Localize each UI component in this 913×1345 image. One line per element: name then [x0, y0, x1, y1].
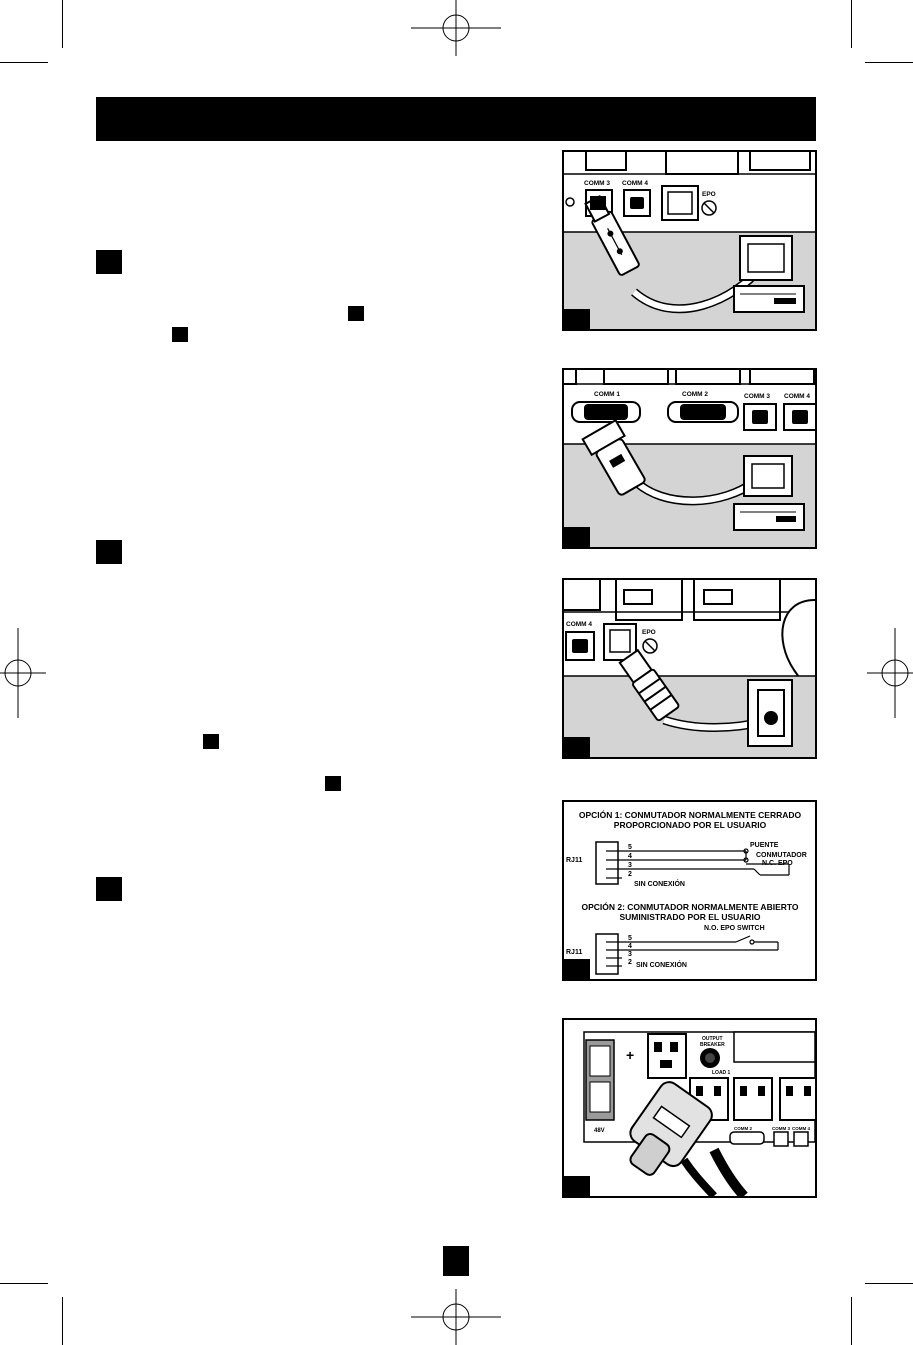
- figure-ref-marker: [348, 306, 364, 321]
- step-marker: [96, 540, 122, 564]
- page-number-box: [443, 1246, 469, 1276]
- figure-epo-connection: [562, 578, 817, 759]
- registration-mark-bottom: [411, 1289, 501, 1345]
- load-label: LOAD 1: [712, 1070, 731, 1076]
- no-connection-label: SIN CONEXIÓN: [636, 962, 687, 969]
- registration-mark-left: [0, 628, 46, 718]
- figure-epo-wiring-diagram: [562, 800, 817, 981]
- step-marker: [96, 877, 122, 901]
- svg-text:3: 3: [628, 862, 632, 869]
- epo-label: EPO: [642, 629, 656, 636]
- figure-ref-marker: [172, 327, 188, 342]
- output-breaker-label-line2: BREAKER: [700, 1042, 725, 1048]
- trim-mark: [865, 1283, 913, 1284]
- trim-mark: [865, 62, 913, 63]
- option2-title-line1: OPCIÓN 2: CONMUTADOR NORMALMENTE ABIERTO: [581, 902, 799, 912]
- figure-rear-panel-connection: [562, 1018, 817, 1198]
- trim-mark: [851, 1297, 852, 1345]
- trim-mark: [0, 1283, 48, 1284]
- svg-text:+: +: [626, 1047, 635, 1063]
- option2-title-line2: SUMINISTRADO POR EL USUARIO: [619, 912, 761, 922]
- voltage-label: 48V: [594, 1128, 605, 1134]
- svg-text:5: 5: [628, 844, 632, 851]
- no-connection-label: SIN CONEXIÓN: [634, 881, 685, 888]
- jack-label: RJ11: [566, 949, 583, 956]
- port-label-comm1: COMM 1: [594, 391, 620, 398]
- trim-mark: [851, 0, 852, 48]
- nc-switch-label-line1: CONMUTADOR: [756, 852, 807, 859]
- output-breaker-label-line1: OUTPUT: [702, 1036, 723, 1042]
- nc-switch-label-line2: N.C. EPO: [762, 860, 793, 867]
- jumper-label: PUENTE: [750, 842, 779, 849]
- registration-mark-top: [411, 0, 501, 58]
- no-switch-label: N.O. EPO SWITCH: [704, 925, 765, 932]
- trim-mark: [62, 1297, 63, 1345]
- port-label-comm4: COMM 4: [622, 180, 648, 187]
- registration-mark-right: [867, 628, 913, 718]
- svg-text:COMM 4: COMM 4: [792, 1126, 810, 1131]
- jack-label: RJ11: [566, 857, 583, 864]
- figure-serial-connection: [562, 368, 817, 549]
- epo-label: EPO: [702, 191, 716, 198]
- figure-ref-marker: [325, 776, 341, 791]
- svg-text:2: 2: [628, 959, 632, 966]
- step-marker: [96, 250, 122, 274]
- svg-text:COMM 2: COMM 2: [734, 1126, 752, 1131]
- port-label-comm4: COMM 4: [566, 621, 592, 628]
- figure-ref-marker: [203, 734, 219, 749]
- svg-text:2: 2: [628, 871, 632, 878]
- svg-text:3: 3: [628, 951, 632, 958]
- svg-text:COMM 3: COMM 3: [772, 1126, 790, 1131]
- trim-mark: [0, 62, 48, 63]
- port-label-comm4: COMM 4: [784, 393, 810, 400]
- option1-title-line2: PROPORCIONADO POR EL USUARIO: [613, 820, 767, 830]
- figure-usb-connection: [562, 150, 817, 331]
- svg-text:4: 4: [628, 943, 632, 950]
- svg-text:5: 5: [628, 935, 632, 942]
- svg-text:4: 4: [628, 853, 632, 860]
- port-label-comm3: COMM 3: [744, 393, 770, 400]
- port-label-comm3: COMM 3: [584, 180, 610, 187]
- section-header-bar: [96, 97, 816, 141]
- trim-mark: [62, 0, 63, 48]
- option1-title-line1: OPCIÓN 1: CONMUTADOR NORMALMENTE CERRADO: [578, 810, 802, 820]
- port-label-comm2: COMM 2: [682, 391, 708, 398]
